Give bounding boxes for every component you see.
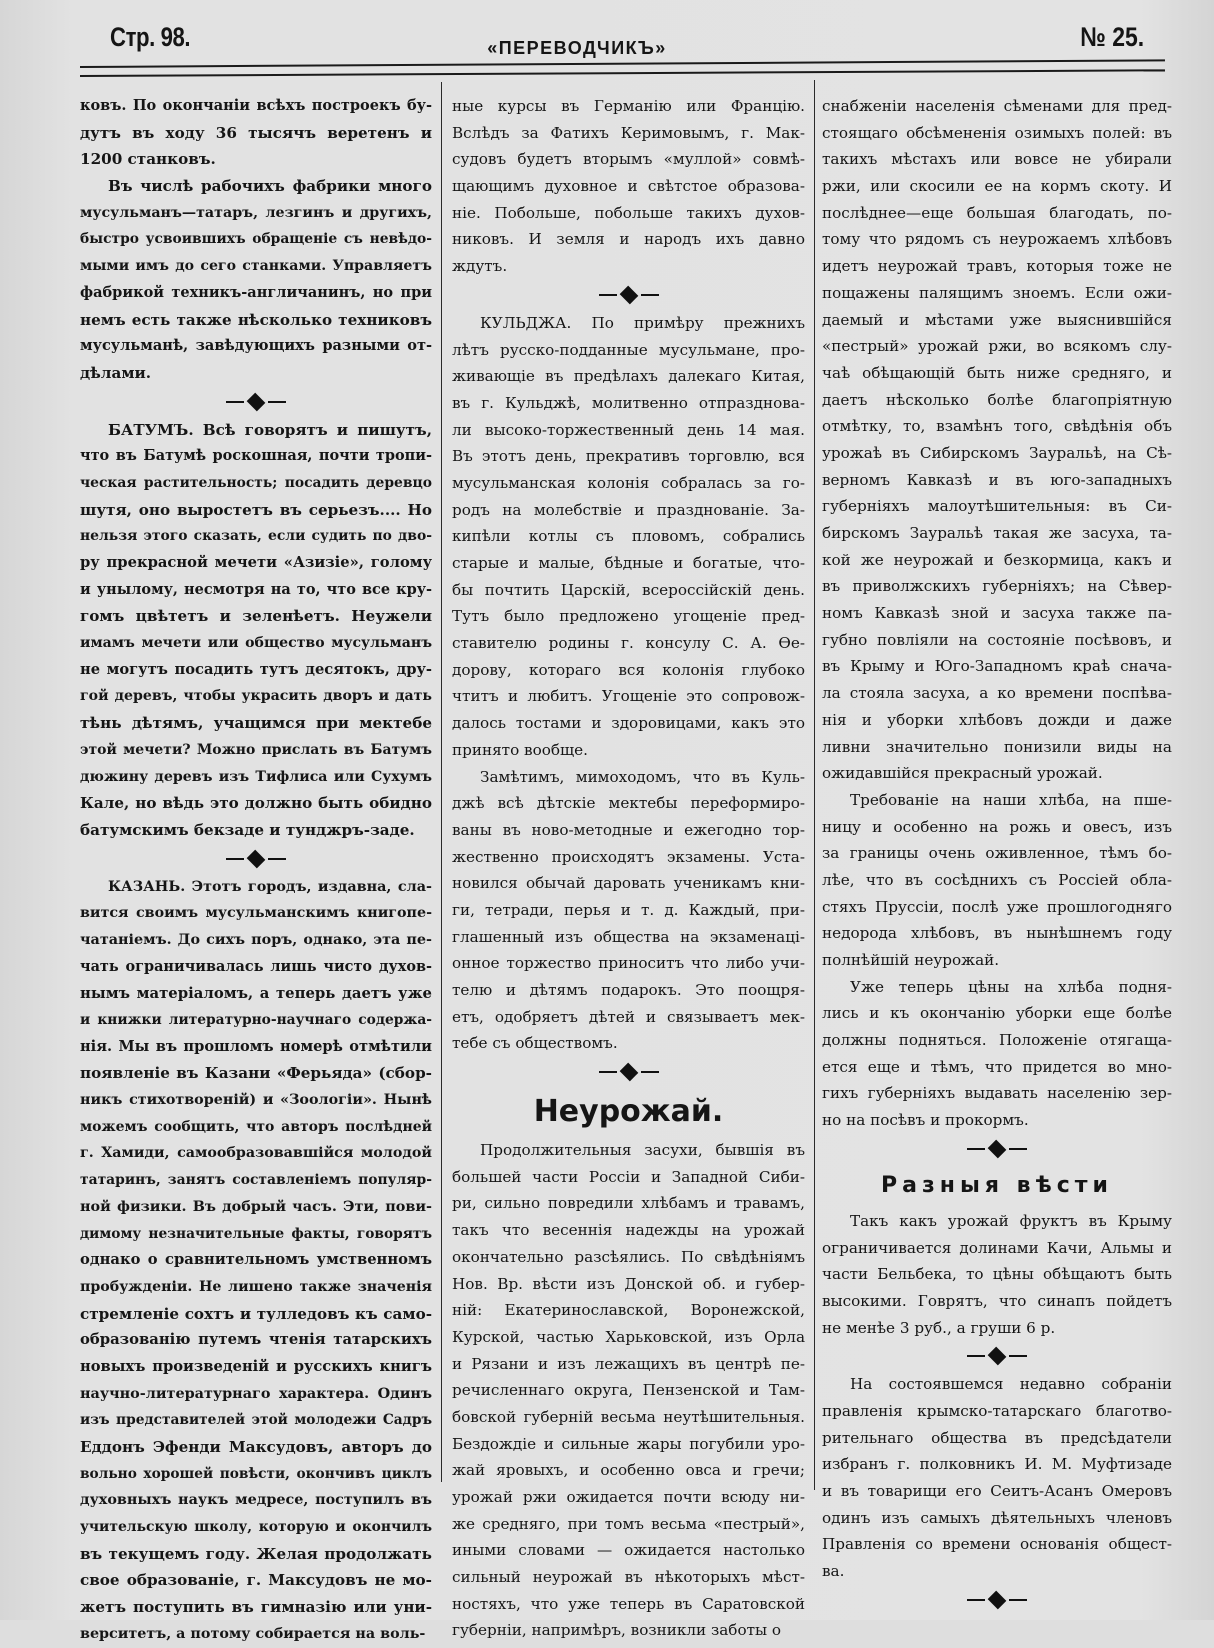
diamond-ornament-icon — [619, 285, 638, 304]
text-line: новыхъ произведенiй и русскихъ книгъ — [80, 1357, 432, 1375]
column-2 — [452, 93, 805, 1644]
article-paragraph — [80, 417, 432, 844]
text-line: ливни значительно понизили виды на — [822, 737, 1172, 756]
text-line: Замѣтимъ, мимоходомъ, что въ Куль- — [480, 767, 805, 786]
separator-dash — [1009, 1599, 1027, 1601]
text-line: живающiе въ предѣлахъ далекаго Китая, — [452, 367, 805, 386]
text-line: ожидавшiйся прекрасный урожай. — [822, 764, 1103, 783]
text-line: такъ что весеннiя надежды на урожай — [452, 1221, 805, 1240]
text-line: тѣнь дѣтямъ, учащимся при мектебе — [80, 714, 432, 733]
text-line: 1200 станковъ. — [80, 150, 216, 169]
text-line: ные курсы въ Германiю или Францiю. — [452, 97, 805, 115]
text-line: послѣднее—еще большая благодать, по- — [822, 203, 1172, 222]
text-line: ржи, или скосили ее на кормъ скоту. И — [822, 177, 1172, 196]
text-line: номъ Кавказѣ зной и засуха также па- — [822, 604, 1172, 623]
text-line: но на посѣвъ и прокормъ. — [822, 1111, 1029, 1130]
text-line: жай яровыхъ, и особенно овса и гречи; — [452, 1461, 805, 1480]
text-line: глашенный изъ общества на экзаменацi- — [452, 927, 805, 946]
article-paragraph — [452, 93, 805, 280]
ornament-separator — [822, 1134, 1172, 1164]
text-line: стоящаго обсѣмененiя озимыхъ полей: въ — [822, 123, 1172, 142]
text-line: одинъ изъ самыхъ дѣятельныхъ членовъ — [822, 1508, 1172, 1527]
text-line: нiй: Екатеринославской, Воронежской, — [452, 1301, 805, 1320]
text-line: бирскомъ Зауральѣ такая же засуха, та- — [822, 524, 1172, 542]
text-line: что въ Батумѣ роскошная, почти тропи- — [80, 447, 432, 465]
text-line: дюжину деревъ изъ Тифлиса или Сухумъ — [80, 768, 432, 785]
text-line: гихъ губернiяхъ выдавать населенiю зер- — [822, 1084, 1172, 1103]
text-line: жественно происходятъ экзамены. Уста- — [452, 847, 805, 866]
text-line: духовныхъ наукъ медресе, поступилъ въ — [80, 1492, 432, 1509]
article-paragraph — [80, 874, 432, 1648]
article-paragraph — [80, 93, 432, 173]
text-line: бы почтить Царскiй, всероссiйскiй день. — [452, 580, 805, 599]
column-3 — [822, 93, 1172, 1615]
text-line: Еддонъ Эфенди Максудовъ, авторъ до — [80, 1438, 432, 1456]
article-paragraph — [822, 93, 1172, 787]
text-line: высокими. Говрятъ, что синапъ пойдетъ — [822, 1291, 1172, 1310]
text-line: ностяхъ, что уже теперь въ Саратовской — [452, 1594, 805, 1613]
separator-dash — [1009, 1355, 1027, 1357]
text-line: отмѣтку, то, взамѣнъ того, свѣдѣнiя объ — [822, 417, 1172, 436]
ornament-separator — [822, 1341, 1172, 1371]
text-line: ной физики. Въ добрый часъ. Эти, пови- — [80, 1197, 432, 1215]
text-line: Тутъ было предложено угощенiе пред- — [452, 607, 805, 626]
diamond-ornament-icon — [988, 1139, 1007, 1158]
text-line: Такъ какъ урожай фруктъ въ Крыму — [850, 1211, 1172, 1230]
text-line: тому что рядомъ съ неурожаемъ хлѣбовъ — [822, 230, 1172, 249]
text-line: не менѣе 3 руб., а груши 6 р. — [822, 1318, 1056, 1337]
text-line: же средняго, при томъ весьма «пестрый», — [452, 1514, 805, 1533]
text-line: старые и малые, бѣдные и богатые, что- — [452, 554, 805, 572]
text-line: пощажены палящимъ зноемъ. Если ожи- — [822, 283, 1172, 302]
text-line: бовской губернiй весьма неутѣшительныя. — [452, 1407, 805, 1426]
text-line: стремленiе сохтъ и тулледовъ къ само- — [80, 1304, 432, 1323]
separator-dash — [268, 858, 286, 860]
text-line: ги, тетради, перья и т. д. Каждый, при- — [452, 900, 805, 919]
article-paragraph — [822, 974, 1172, 1134]
diamond-ornament-icon — [619, 1063, 638, 1082]
text-line: фабрикой техникъ-англичанинъ, но при — [80, 283, 432, 301]
text-line: части Бельбека, то цѣны обѣщаютъ быть — [822, 1265, 1172, 1284]
text-line: и книжки литературно-научнаго содержа- — [80, 1012, 432, 1028]
text-line: верситетъ, а потому собирается на воль- — [80, 1625, 426, 1642]
text-line: Курской, частью Харьковской, изъ Орла — [452, 1327, 805, 1346]
text-line: ли высоко-торжественный день 14 мая. — [452, 420, 805, 439]
text-line: большей части Россiи и Западной Сиби- — [452, 1167, 805, 1186]
text-line: ческая растительность; посадить деревцо — [80, 474, 432, 491]
separator-dash — [1009, 1148, 1027, 1150]
text-line: жетъ поступить въ гимназiю или уни- — [80, 1598, 432, 1617]
text-line: димому незначительные факты, говорятъ — [80, 1225, 432, 1242]
issue-number: № 25. — [1080, 22, 1144, 52]
text-line: Требованiе на наши хлѣба, на пше- — [850, 790, 1172, 809]
ornament-separator — [80, 844, 432, 874]
column-1 — [80, 93, 432, 1648]
text-line: чать ограничивалась лишь чисто духов- — [80, 957, 432, 975]
text-line: вольно хорошей повѣсти, окончивъ циклъ — [80, 1465, 432, 1482]
text-line: гомъ цвѣтетъ и зеленѣетъ. Неужели — [80, 607, 432, 626]
text-line: ру прекрасной мечети «Азизiе», голому — [80, 554, 432, 571]
text-line: Бездождiе и сильные жары погубили уро- — [452, 1434, 805, 1453]
text-line: кипѣли котлы съ пловомъ, собрались — [452, 527, 805, 546]
text-line: ется еще и тѣмъ, что придется во мно- — [822, 1057, 1172, 1076]
text-line: далось тостами и здоровицами, какъ это — [452, 714, 805, 733]
diamond-ornament-icon — [247, 849, 266, 868]
text-line: ставителю родины г. консулу С. А. Ѳе- — [452, 634, 805, 653]
text-line: урожаѣ въ Сибирскомъ Зауральѣ, на Сѣ- — [822, 443, 1172, 462]
text-line: БАТУМЪ. Всѣ говорятъ и пишутъ, — [108, 420, 432, 439]
article-paragraph — [452, 764, 805, 1058]
text-line: джѣ всѣ дѣтскiе мектебы переформиро- — [452, 794, 805, 813]
text-line: ограничивается долинами Качи, Альмы и — [822, 1238, 1172, 1257]
text-line: Нов. Вр. вѣсти изъ Донской об. и губер- — [452, 1274, 805, 1293]
text-line: иными словами — ожидается настолько — [452, 1541, 805, 1560]
text-line: ла стояла засуха, а ко времени поспѣва- — [822, 684, 1172, 703]
separator-dash — [226, 858, 244, 860]
text-line: правленiя крымско-татарскаго благотво- — [822, 1401, 1172, 1420]
diamond-ornament-icon — [247, 392, 266, 411]
text-line: однако о сравнительномъ умственномъ — [80, 1251, 432, 1269]
column-divider — [814, 80, 815, 1490]
text-line: сильный неурожай въ нѣкоторыхъ мѣст- — [452, 1568, 805, 1587]
ornament-separator — [822, 1585, 1172, 1615]
text-line: быстро усвоившихъ обращенiе съ невѣдо- — [80, 231, 432, 248]
section-heading: Неурожай. — [533, 1094, 724, 1130]
text-line: и въ товарищи его Сеитъ-Асанъ Омеровъ — [822, 1482, 1172, 1500]
text-line: имамъ мечети или общество мусульманъ — [80, 635, 432, 652]
text-line: нiя и уборки хлѣбовъ дожди и даже — [822, 710, 1172, 729]
text-line: судовъ будетъ вторымъ «муллой» совмѣ- — [452, 150, 805, 169]
text-line: гой деревъ, чтобы украсить дворъ и дать — [80, 688, 432, 705]
text-line: и унылому, несмотря на то, что все кру- — [80, 580, 432, 598]
text-line: лѣтъ русско-подданные мусульмане, про- — [452, 340, 805, 359]
text-line: научно-литературнаго характера. Одинъ — [80, 1384, 432, 1402]
text-line: дорову, котораго вся колонiя глубоко — [452, 660, 805, 679]
text-line: етъ, одобряетъ дѣтей и связываетъ мек- — [452, 1007, 805, 1026]
text-line: такихъ мѣстахъ или вовсе не убирали — [822, 150, 1172, 169]
text-line: дѣлами. — [80, 363, 152, 382]
text-line: Вслѣдъ за Фатихъ Керимовымъ, г. Мак- — [452, 123, 805, 142]
text-line: окончательно разсѣялись. По свѣдѣнiямъ — [452, 1247, 805, 1266]
text-line: телю и дѣтямъ подарокъ. Это поощря- — [452, 981, 805, 999]
article-paragraph — [822, 787, 1172, 974]
text-line: онное торжество приноситъ что либо учи- — [452, 954, 805, 973]
diamond-ornament-icon — [988, 1590, 1007, 1609]
article-paragraph — [452, 1137, 805, 1644]
text-line: рительнаго общества въ предсѣдатели — [822, 1428, 1172, 1447]
text-line: шутя, оно выростетъ въ серьезъ.... Но — [80, 500, 432, 519]
text-line: батумскимъ бекзаде и тунджръ-заде. — [80, 820, 415, 839]
newspaper-title: «ПЕРЕВОДЧИКЪ» — [487, 38, 667, 58]
text-line: КУЛЬДЖА. По примѣру прежнихъ — [480, 313, 805, 332]
text-line: ри, сильно повредили хлѣбамъ и травамъ, — [452, 1194, 805, 1213]
ornament-separator — [80, 387, 432, 417]
text-line: ва. — [822, 1562, 845, 1581]
text-line: чтитъ и любитъ. Угощенiе это сопровож- — [452, 687, 805, 706]
text-line: губно повлiяли на состоянiе посѣвовъ, и — [822, 630, 1172, 649]
text-line: стяхъ Пруссiи, послѣ уже прошлогодняго — [822, 897, 1172, 916]
text-line: идетъ неурожай травъ, которыя тоже не — [822, 257, 1172, 276]
separator-dash — [641, 294, 659, 296]
text-line: учительскую школу, которую и окончилъ — [80, 1519, 432, 1536]
text-line: татаринъ, занятъ составленiемъ популяр- — [80, 1172, 432, 1189]
text-line: ждутъ. — [452, 257, 508, 276]
text-line: мыми имъ до сего станками. Управляетъ — [80, 258, 432, 275]
text-line: Продолжительныя засухи, бывшiя въ — [480, 1141, 805, 1160]
text-line: никовъ. И земля и народъ ихъ давно — [452, 230, 805, 249]
text-line: никъ стихотворенiй) и «Зоологiи». Нынѣ — [80, 1092, 432, 1109]
text-line: въ текущемъ году. Желая продолжать — [80, 1544, 432, 1563]
text-line: Кале, но вѣдь это должно быть обидно — [80, 794, 432, 813]
text-line: даемый и мѣстами уже выяснившiйся — [822, 310, 1172, 329]
diamond-ornament-icon — [988, 1347, 1007, 1366]
text-line: На состоявшемся недавно собранiи — [850, 1375, 1172, 1394]
text-line: избранъ г. полковникъ И. М. Муфтизаде — [822, 1455, 1172, 1474]
article-paragraph — [822, 1371, 1172, 1585]
text-line: Правленiя со времени основанiя общест- — [822, 1535, 1172, 1554]
article-paragraph — [80, 173, 432, 387]
text-line: не могутъ посадить тутъ десятокъ, дру- — [80, 660, 432, 678]
separator-dash — [226, 401, 244, 403]
text-line: мусульманѣ, завѣдующихъ разными от- — [80, 337, 432, 355]
text-line: новился обычай даровать ученикамъ кни- — [452, 874, 805, 893]
article-paragraph — [822, 1208, 1172, 1341]
text-line: тебе съ обществомъ. — [452, 1034, 618, 1053]
text-line: принято вообще. — [452, 740, 588, 759]
text-line: полнѣйшiй неурожай. — [822, 951, 1000, 969]
text-line: Въ этотъ день, прекративъ торговлю, вся — [452, 447, 805, 466]
text-line: въ Крыму и Юго-Западномъ краѣ снача- — [822, 657, 1172, 676]
text-line: КАЗАНЬ. Этотъ городъ, издавна, сла- — [108, 878, 432, 895]
text-line: изъ представителей этой молодежи Садръ — [80, 1412, 432, 1429]
ornament-separator — [452, 280, 805, 310]
text-line: губернiи, напримѣръ, возникли заботы о — [452, 1621, 782, 1640]
text-line: и Рязани и изъ лежащихъ въ центрѣ пе- — [452, 1354, 805, 1373]
text-line: речисленнаго округа, Пензенской и Там- — [452, 1381, 805, 1400]
column-divider — [441, 82, 442, 1482]
text-line: нiя. Мы въ прошломъ номерѣ отмѣтили — [80, 1037, 432, 1055]
text-line: губернiяхъ малоутѣшительныя: въ Си- — [822, 497, 1172, 516]
text-line: даетъ нѣсколько болѣе благопрiятную — [822, 390, 1172, 409]
text-line: ваны въ ново-методные и ежегодно тор- — [452, 820, 805, 839]
header-rule-bottom — [80, 69, 1165, 77]
text-line: мусульманская колонiя собралась за го- — [452, 473, 805, 492]
header-rule-top — [80, 59, 1165, 68]
text-line: появленiе въ Казани «Ферьяда» (сбор- — [80, 1064, 432, 1083]
text-line: г. Хамиди, самообразовавшiйся молодой — [80, 1145, 432, 1162]
text-line: щающимъ духовное и свѣтстое образова- — [452, 177, 805, 196]
text-line: въ г. Кульджѣ, молитвенно отпраздновa- — [452, 393, 805, 412]
page-number: Стр. 98. — [110, 22, 191, 52]
text-line: «пестрый» урожай ржи, во всякомъ слу- — [822, 337, 1172, 356]
page-header — [80, 20, 1164, 60]
text-line: Уже теперь цѣны на хлѣба подня- — [850, 977, 1172, 996]
text-line: образованiю путемъ чтенiя татарскихъ — [80, 1331, 432, 1349]
text-line: должны подняться. Положенiе отягаща- — [822, 1031, 1172, 1050]
text-line: въ приволжскихъ губернiяхъ; на Сѣвер- — [822, 577, 1172, 596]
text-line: кой же неурожай и безкормица, какъ и — [822, 550, 1172, 569]
text-line: можемъ сообщить, что авторъ послѣдней — [80, 1118, 432, 1135]
text-line: чатанiемъ. До сихъ поръ, однако, эта пе- — [80, 931, 432, 948]
text-line: снабженiи населенiя сѣменами для пред- — [822, 97, 1172, 115]
text-line: родъ на молебствiе и празднованiе. За- — [452, 500, 805, 519]
section-heading: Разныя вѣсти — [881, 1172, 1113, 1198]
text-line: нымъ матерiаломъ, а теперь даетъ уже — [80, 984, 432, 1003]
separator-dash — [967, 1355, 985, 1357]
ornament-separator — [452, 1057, 805, 1087]
text-line: дутъ въ ходу 36 тысячъ веретенъ и — [80, 123, 432, 142]
text-line: за границы очень оживленное, тѣмъ бо- — [822, 844, 1172, 863]
separator-dash — [599, 1071, 617, 1073]
text-line: свое образованiе, г. Максудовъ не мо- — [80, 1571, 432, 1590]
separator-dash — [599, 294, 617, 296]
text-line: вится своимъ мусульманскимъ книгопе- — [80, 905, 432, 922]
text-line: верномъ Кавказѣ и въ юго-западныхъ — [822, 470, 1172, 489]
text-line: лѣе, что въ сосѣднихъ съ Россiей обла- — [822, 870, 1172, 889]
text-line: чаѣ обѣщающiй быть ниже средняго, и — [822, 363, 1172, 382]
text-line: урожай ржи ожидается почти всюду ни- — [452, 1488, 805, 1506]
separator-dash — [967, 1148, 985, 1150]
text-line: недорода хлѣбовъ, въ нынѣшнемъ году — [822, 924, 1172, 943]
text-line: нiе. Побольше, побольше такихъ духов- — [452, 203, 805, 222]
text-line: пробужденiи. Не лишено также значенiя — [80, 1278, 432, 1295]
text-line: Въ числѣ рабочихъ фабрики много — [108, 177, 432, 196]
separator-dash — [268, 401, 286, 403]
text-line: немъ есть также нѣсколько техниковъ — [80, 310, 432, 329]
separator-dash — [967, 1599, 985, 1601]
text-line: этой мечети? Можно прислать въ Батумъ — [80, 741, 432, 758]
text-line: ковъ. По окончанiи всѣхъ построекъ бу- — [80, 97, 432, 114]
text-line: нельзя этого сказать, если судить по дво- — [80, 528, 432, 545]
separator-dash — [641, 1071, 659, 1073]
text-line: ницу и особенно на рожь и овесъ, изъ — [822, 817, 1172, 836]
text-line: мусульманъ—татаръ, лезгинъ и другихъ, — [80, 204, 432, 221]
text-line: лись и къ окончанiю уборки еще болѣе — [822, 1004, 1172, 1023]
article-paragraph — [452, 310, 805, 764]
